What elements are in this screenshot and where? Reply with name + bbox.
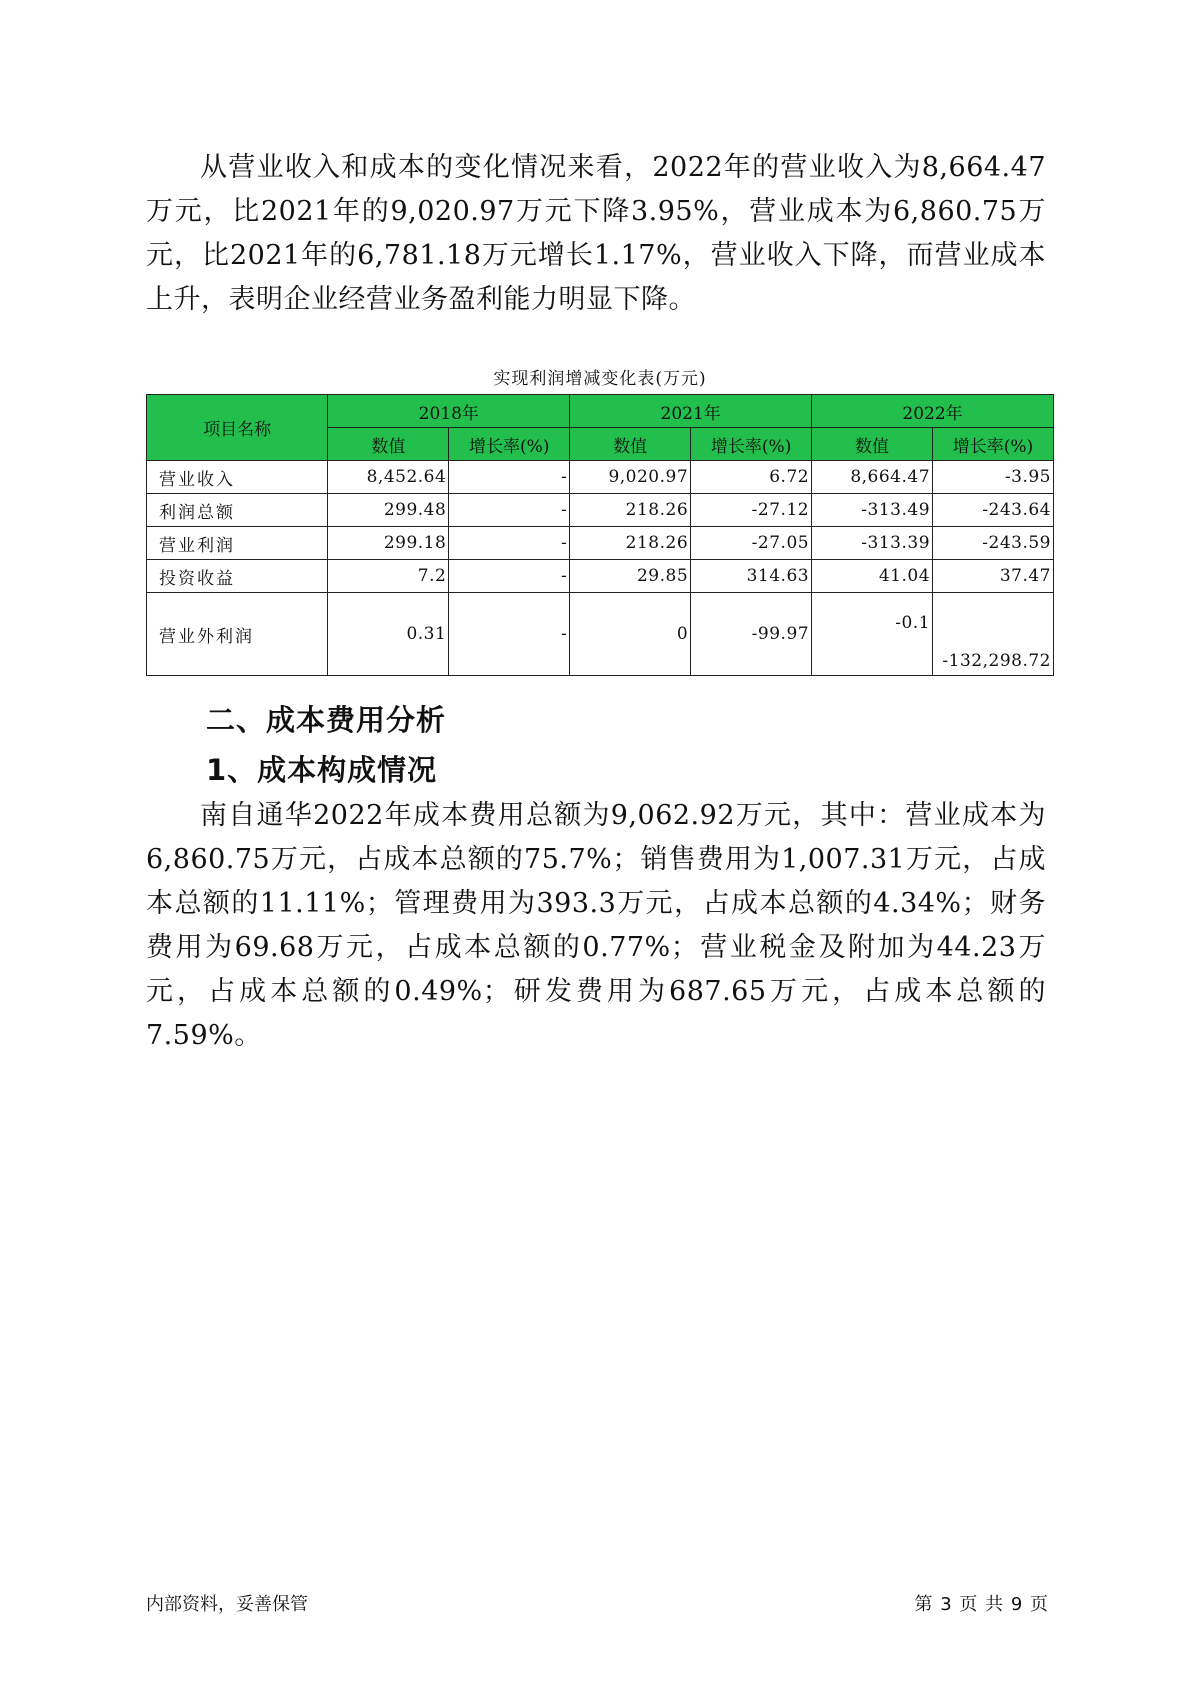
header-year-2018: 2018年 (328, 395, 570, 428)
cell-growth-2021: -27.12 (691, 494, 812, 527)
cell-value-2021: 218.26 (570, 494, 691, 527)
cell-growth-2021: -99.97 (691, 593, 812, 676)
analysis-paragraph: 从营业收入和成本的变化情况来看，2022年的营业收入为8,664.47万元，比2021年的9,020.97万元下降3.95%，营业成本为6,860.75万元，比2021年的6,781.18万元增长1.17%，营业收入下降，而营业成本上升，表明企业经营业务盈利能力明显下降。 (146, 152, 1046, 315)
cell-growth-2018: - (449, 527, 570, 560)
subsection-heading: 1、成本构成情况 (206, 753, 438, 787)
cell-value-2022: 8,664.47 (812, 461, 933, 494)
profit-change-table (146, 394, 1054, 676)
cell-growth-2018: - (449, 461, 570, 494)
cell-value-2022: 41.04 (812, 560, 933, 593)
footer-confidential-note: 内部资料，妥善保管 (146, 1594, 308, 1615)
cell-value-2018: 299.48 (328, 494, 449, 527)
header-growth: 增长率(%) (449, 428, 570, 461)
cell-value-2021: 9,020.97 (570, 461, 691, 494)
cell-value-2022: -0.1 (812, 593, 933, 676)
row-name: 投资收益 (147, 560, 328, 593)
row-name: 营业收入 (147, 461, 328, 494)
cell-value-2018: 299.18 (328, 527, 449, 560)
cost-paragraph: 南自通华2022年成本费用总额为9,062.92万元，其中：营业成本为6,860.75万元，占成本总额的75.7%；销售费用为1,007.31万元，占成本总额的11.11%；管理费用为393.3万元，占成本总额的4.34%；财务费用为69.68万元，占成本总额的0.77%；营业税金及附加为44.23万元，占成本总额的0.49%；研发费用为687.65万元，占成本总额的7.59%。 (146, 800, 1046, 1051)
cell-value-2021: 29.85 (570, 560, 691, 593)
cell-growth-2021: 314.63 (691, 560, 812, 593)
cell-value-2018: 0.31 (328, 593, 449, 676)
table-caption: 实现利润增减变化表(万元) (493, 369, 707, 389)
header-value: 数值 (570, 428, 691, 461)
row-name: 营业外利润 (147, 593, 328, 676)
cell-growth-2022: -243.64 (933, 494, 1054, 527)
cell-growth-2021: 6.72 (691, 461, 812, 494)
header-item-name: 项目名称 (147, 395, 328, 461)
cell-growth-2022: 37.47 (933, 560, 1054, 593)
row-name: 营业利润 (147, 527, 328, 560)
cell-growth-2021: -27.05 (691, 527, 812, 560)
cell-growth-2022: -132,298.72 (933, 593, 1054, 676)
cell-value-2022: -313.39 (812, 527, 933, 560)
table-row (147, 560, 1054, 593)
header-growth: 增长率(%) (933, 428, 1054, 461)
cell-value-2018: 7.2 (328, 560, 449, 593)
cell-value-2021: 218.26 (570, 527, 691, 560)
cell-growth-2018: - (449, 494, 570, 527)
header-year-2022: 2022年 (812, 395, 1054, 428)
header-value: 数值 (328, 428, 449, 461)
cell-growth-2022: -243.59 (933, 527, 1054, 560)
table-row (147, 461, 1054, 494)
section-heading: 二、成本费用分析 (206, 703, 447, 737)
footer-page-number: 第 3 页 共 9 页 (914, 1594, 1049, 1615)
cell-value-2018: 8,452.64 (328, 461, 449, 494)
row-name: 利润总额 (147, 494, 328, 527)
table-row (147, 527, 1054, 560)
cell-value-2022: -313.49 (812, 494, 933, 527)
table-row (147, 494, 1054, 527)
cell-growth-2022: -3.95 (933, 461, 1054, 494)
header-growth: 增长率(%) (691, 428, 812, 461)
header-value: 数值 (812, 428, 933, 461)
header-year-2021: 2021年 (570, 395, 812, 428)
table-row (147, 593, 1054, 676)
cell-growth-2018: - (449, 593, 570, 676)
cell-value-2021: 0 (570, 593, 691, 676)
cell-growth-2018: - (449, 560, 570, 593)
